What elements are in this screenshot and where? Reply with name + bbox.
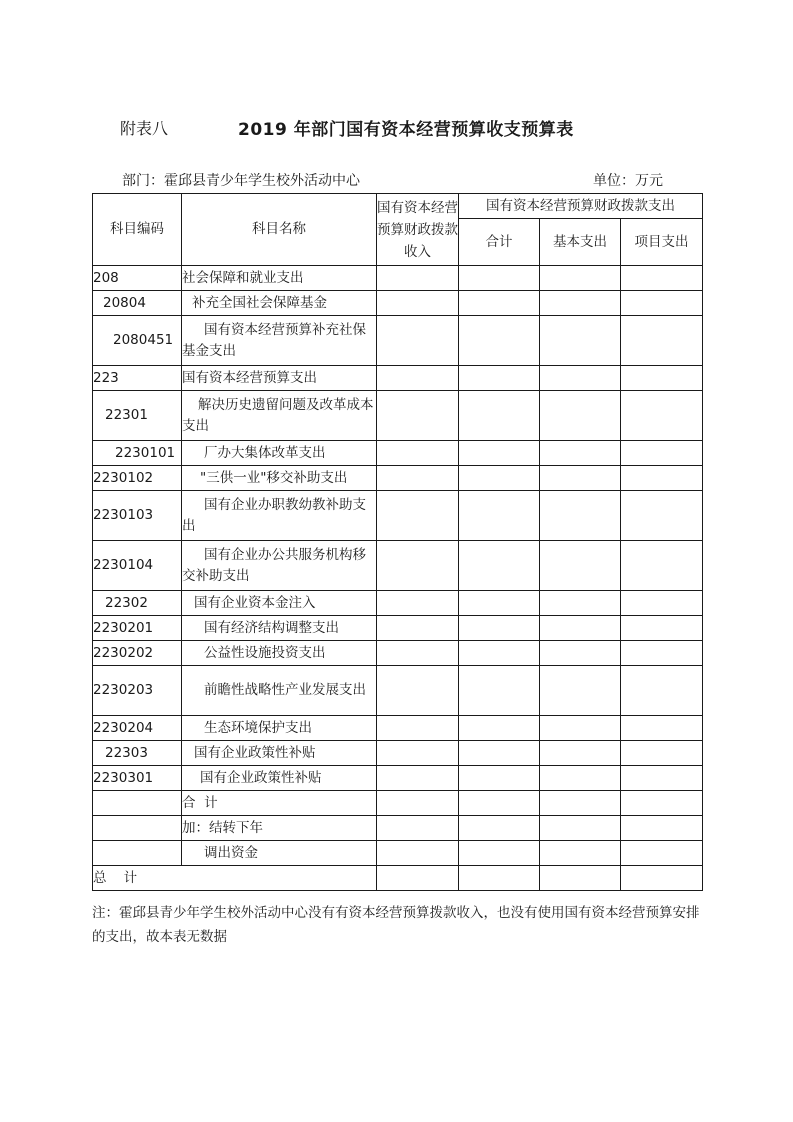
header-total: 合计: [459, 219, 540, 266]
header-expense-group: 国有资本经营预算财政拨款支出: [459, 194, 703, 219]
row-code: 2230301: [93, 766, 182, 791]
row-code: 22301: [93, 391, 182, 441]
row-code: 2230201: [93, 616, 182, 641]
row-code: 208: [93, 266, 182, 291]
row-name: 国有资本经营预算补充社保基金支出: [182, 316, 377, 366]
carryover-label: 加：结转下年: [182, 816, 377, 841]
row-name: 国有企业办公共服务机构移交补助支出: [182, 541, 377, 591]
grand-total-label: 总 计: [93, 866, 377, 891]
budget-table: [92, 193, 703, 891]
row-code: 2230204: [93, 716, 182, 741]
page-title: 2019 年部门国有资本经营预算收支预算表: [238, 120, 574, 140]
row-name: 前瞻性战略性产业发展支出: [182, 666, 377, 716]
row-name: 国有企业办职教幼教补助支出: [182, 491, 377, 541]
row-code: 223: [93, 366, 182, 391]
row-code: 2080451: [93, 316, 182, 366]
row-code: [93, 841, 182, 866]
row-name: 生态环境保护支出: [182, 716, 377, 741]
row-name: 国有企业资本金注入: [182, 591, 377, 616]
row-code: 22302: [93, 591, 182, 616]
row-name: 解决历史遗留问题及改革成本支出: [182, 391, 377, 441]
subtotal-label: 合 计: [182, 791, 377, 816]
footnote: 注：霍邱县青少年学生校外活动中心没有有资本经营预算拨款收入，也没有使用国有资本经营预算安排的支出，故本表无数据: [92, 905, 700, 945]
header-basic: 基本支出: [540, 219, 621, 266]
row-name: 公益性设施投资支出: [182, 641, 377, 666]
row-name: 厂办大集体改革支出: [182, 441, 377, 466]
header-income: 国有资本经营预算财政拨款收入: [377, 194, 459, 266]
header-project: 项目支出: [621, 219, 703, 266]
row-name: 社会保障和就业支出: [182, 266, 377, 291]
row-code: 2230103: [93, 491, 182, 541]
row-code: 20804: [93, 291, 182, 316]
row-code: [93, 816, 182, 841]
row-name: 国有企业政策性补贴: [182, 766, 377, 791]
unit-label: 单位：万元: [593, 173, 663, 189]
row-name: 国有企业政策性补贴: [182, 741, 377, 766]
department-label: 部门：霍邱县青少年学生校外活动中心: [122, 173, 360, 189]
row-code: 2230104: [93, 541, 182, 591]
row-code: 2230202: [93, 641, 182, 666]
row-code: 22303: [93, 741, 182, 766]
row-code: [93, 791, 182, 816]
row-code: 2230101: [93, 441, 182, 466]
row-name: 补充全国社会保障基金: [182, 291, 377, 316]
transfer-out-label: 调出资金: [182, 841, 377, 866]
appendix-label: 附表八: [120, 119, 169, 138]
row-name: 国有经济结构调整支出: [182, 616, 377, 641]
header-name: 科目名称: [182, 194, 377, 266]
row-code: 2230102: [93, 466, 182, 491]
header-code: 科目编码: [93, 194, 182, 266]
row-code: 2230203: [93, 666, 182, 716]
row-name: 国有资本经营预算支出: [182, 366, 377, 391]
row-name: "三供一业"移交补助支出: [182, 466, 377, 491]
